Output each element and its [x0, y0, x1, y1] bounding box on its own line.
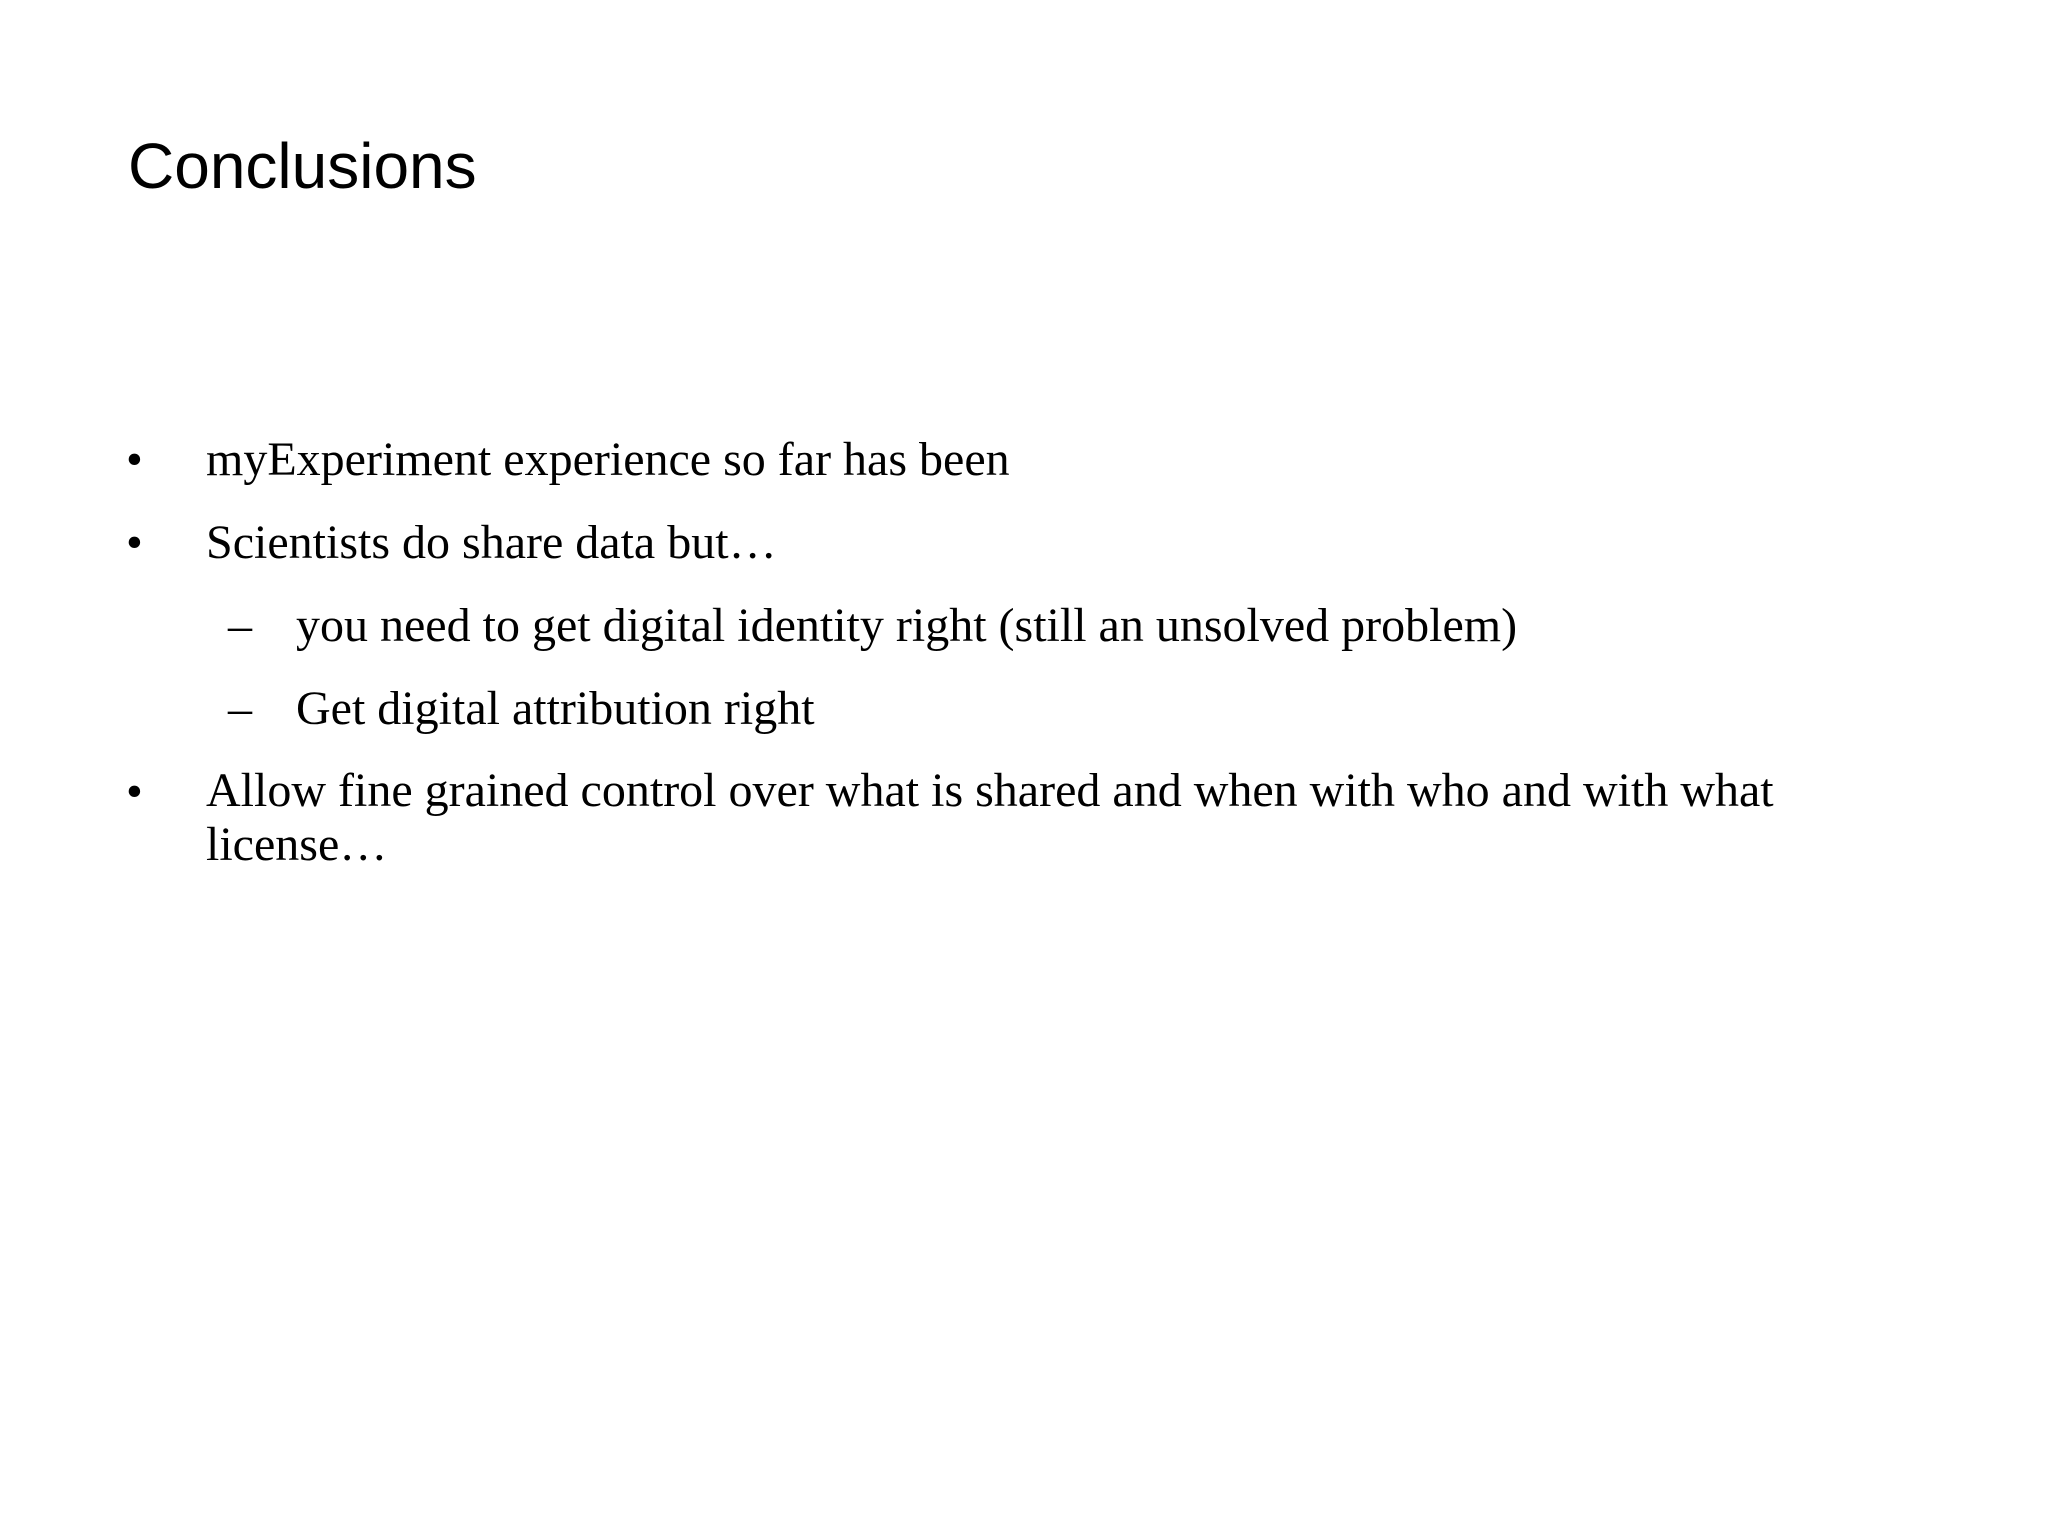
sub-bullet-text: you need to get digital identity right (still an unsolved problem) — [296, 599, 1518, 652]
bullet-marker: • — [126, 765, 143, 818]
bullet-marker: • — [126, 433, 143, 486]
sub-bullet-text: Get digital attribution right — [296, 682, 815, 735]
sub-bullet-marker: – — [228, 599, 252, 652]
slide-title: Conclusions — [128, 130, 477, 202]
bullet-text: Scientists do share data but… — [206, 516, 777, 569]
bullet-text: Allow fine grained control over what is shared and when with who and with what license… — [206, 764, 1774, 871]
bullet-marker: • — [126, 516, 143, 569]
bullet-text: myExperiment experience so far has been — [206, 433, 1010, 486]
sub-bullet-marker: – — [228, 682, 252, 735]
